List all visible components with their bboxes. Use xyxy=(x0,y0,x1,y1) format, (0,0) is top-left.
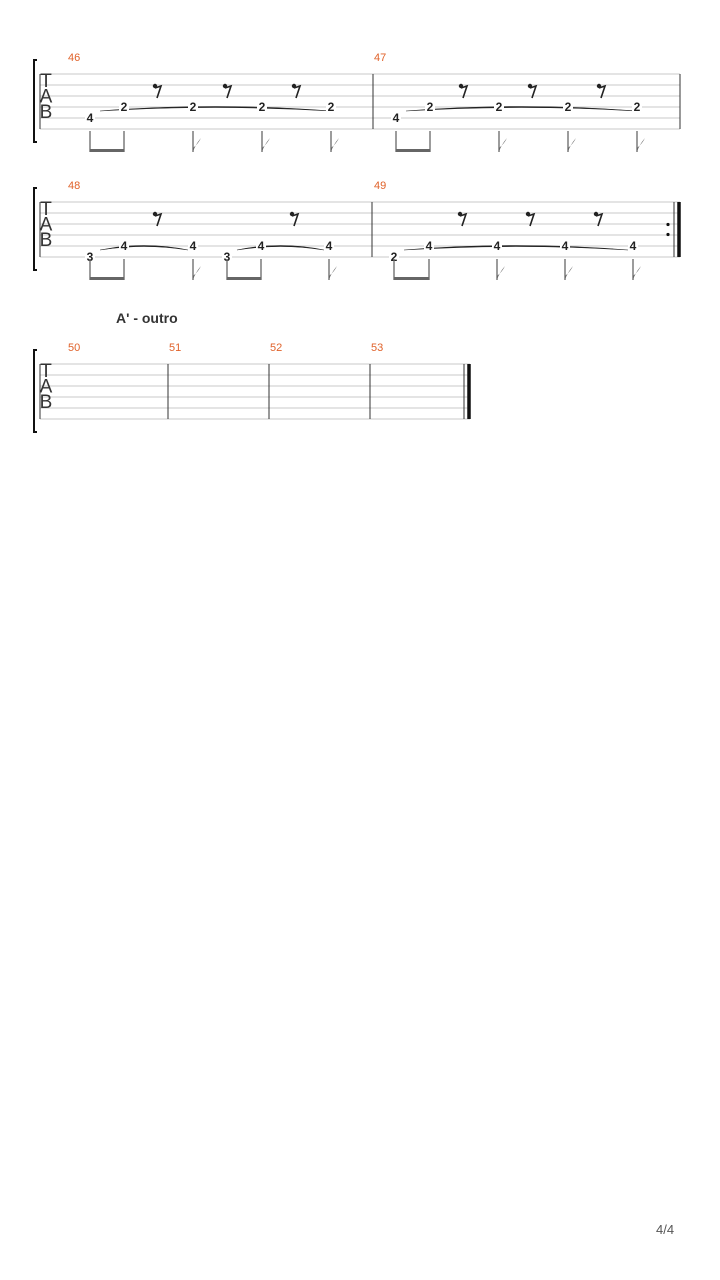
tab-clef-letter: B xyxy=(39,102,53,123)
note-flag xyxy=(637,138,645,152)
note-flag xyxy=(331,138,339,152)
section-title: A' - outro xyxy=(116,310,178,326)
measure-number: 47 xyxy=(374,52,387,64)
note-flag xyxy=(497,266,505,280)
note-flag xyxy=(262,138,270,152)
fret-number: 2 xyxy=(633,100,641,114)
repeat-dot xyxy=(666,223,669,226)
note-beam xyxy=(90,149,124,152)
fret-number: 4 xyxy=(392,111,400,125)
tab-clef-letter: A xyxy=(39,86,53,108)
measure-number: 49 xyxy=(374,180,387,192)
fret-number: 4 xyxy=(325,239,333,253)
tab-clef-letter: T xyxy=(40,71,52,92)
fret-number: 2 xyxy=(495,100,503,114)
note-flag xyxy=(633,266,641,280)
measure-number: 48 xyxy=(68,180,81,192)
fret-number: 4 xyxy=(629,239,637,253)
fret-number: 4 xyxy=(493,239,501,253)
tab-clef-letter: B xyxy=(39,230,53,251)
note-flag xyxy=(329,266,337,280)
fret-number: 4 xyxy=(120,239,128,253)
system-bracket xyxy=(34,350,37,432)
tab-clef-letter: T xyxy=(40,199,52,220)
fret-number: 3 xyxy=(223,250,231,264)
measure-number: 52 xyxy=(270,342,283,354)
system-bracket xyxy=(34,188,37,270)
measure-number: 53 xyxy=(371,342,384,354)
tab-clef-letter: A xyxy=(39,214,53,236)
fret-number: 4 xyxy=(425,239,433,253)
fret-number: 2 xyxy=(390,250,398,264)
note-beam xyxy=(227,277,261,280)
fret-number: 2 xyxy=(327,100,335,114)
note-beam xyxy=(90,277,124,280)
fret-number: 2 xyxy=(258,100,266,114)
repeat-dot xyxy=(666,233,669,236)
fret-number: 2 xyxy=(189,100,197,114)
fret-number: 4 xyxy=(257,239,265,253)
note-beam xyxy=(394,277,429,280)
fret-number: 4 xyxy=(189,239,197,253)
measure-number: 51 xyxy=(169,342,182,354)
tab-clef-letter: T xyxy=(40,361,52,382)
fret-number: 4 xyxy=(561,239,569,253)
note-flag xyxy=(565,266,573,280)
tab-clef-letter: A xyxy=(39,376,53,398)
note-beam xyxy=(396,149,430,152)
note-flag xyxy=(193,138,201,152)
fret-number: 2 xyxy=(564,100,572,114)
system-bracket xyxy=(34,60,37,142)
measure-number: 50 xyxy=(68,342,81,354)
note-flag xyxy=(499,138,507,152)
note-flag xyxy=(568,138,576,152)
page-number: 4/4 xyxy=(656,1222,675,1237)
fret-number: 4 xyxy=(86,111,94,125)
fret-number: 2 xyxy=(120,100,128,114)
fret-number: 2 xyxy=(426,100,434,114)
fret-number: 3 xyxy=(86,250,94,264)
tab-clef-letter: B xyxy=(39,392,53,413)
measure-number: 46 xyxy=(68,52,81,64)
note-flag xyxy=(193,266,201,280)
